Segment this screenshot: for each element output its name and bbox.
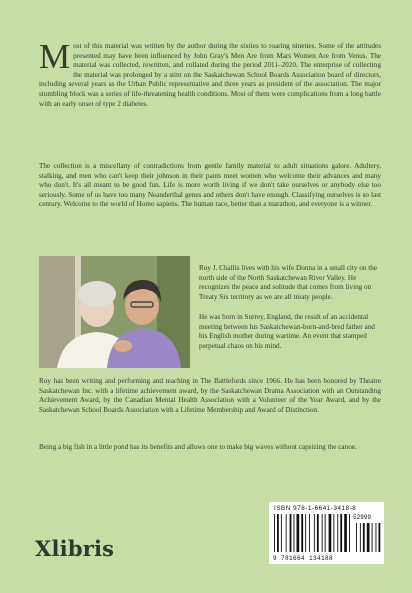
isbn-barcode	[269, 502, 384, 564]
closing-paragraph: Being a big fish in a little pond has its benefits and allows one to make big waves without capsizing the canoe.	[39, 443, 357, 451]
publisher-logo: Xlibris	[35, 536, 115, 561]
ean-number: 9 781664 134188	[273, 555, 334, 562]
collection-paragraph: The collection is a miscellany of contradictions from gentle family material to adult situations galore. Adultery, stalking, and men who can't keep their johnson in their pants meet women who welcome their advances and many who don't. It's all meant to be good fun. Life is more worth living if we don't take ourselves or anybody else too seriously. Some of us have too many Neanderthal genes and others don't have enough. Classifying ourselves is so last century. Welcome to the world of Homo sapiens. The human race, better than a marathon, and everyone is a winner.	[39, 162, 381, 209]
author-bio-birth: He was born in Surrey, England, the result of an accidental meeting between his Saskatchewan-born-and-bred father and his English mother during wartime. An event that stamped perpetual chaos on his mind.	[199, 313, 375, 350]
author-bio-residence: Roy J. Challis lives with his wife Donna in a small city on the north side of the North Saskatchewan River Valley. He recognizes the peace and solitude that comes from living on Treaty Six territory as we are all treaty people.	[199, 264, 378, 301]
intro-paragraph	[39, 37, 381, 109]
isbn-label: ISBN 978-1-6641-3418-8	[274, 505, 357, 512]
barcode-addon: 52999	[353, 514, 372, 521]
author-career-paragraph: Roy has been writing and performing and teaching in The Battlefords since 1966. He has been honored by Theatre Saskatchewan Inc. with a lifetime achievement award, by the Saskatchewan Drama Association with an Outstanding Achievement Award, by the Canadian Mental Health Association with a Volunteer of the Year Award, and by the Saskatchewan School Boards Association with a Lifetime Membership and Award of Distinction.	[39, 377, 381, 414]
intro-text: ost of this material was written by the author during the sixties to roaring nineties. Some of the attitudes presented may have been influenced by John Gray's Men Are from Mars Women Are from Venus. The material was collected, rewritten, and collated during the period 2011–2020. The enterprise of collecting the material was prolonged by a stint on the Saskatchewan School Boards Association board of directors, including several years as the Urban Public representative and three years as president of the association. The major stumbling block was a series of life-threatening health conditions. Most of them were complications from a long battle with an early onset of type 2 diabetes.	[39, 42, 381, 108]
author-photo	[39, 256, 190, 368]
drop-cap: M	[39, 37, 71, 76]
